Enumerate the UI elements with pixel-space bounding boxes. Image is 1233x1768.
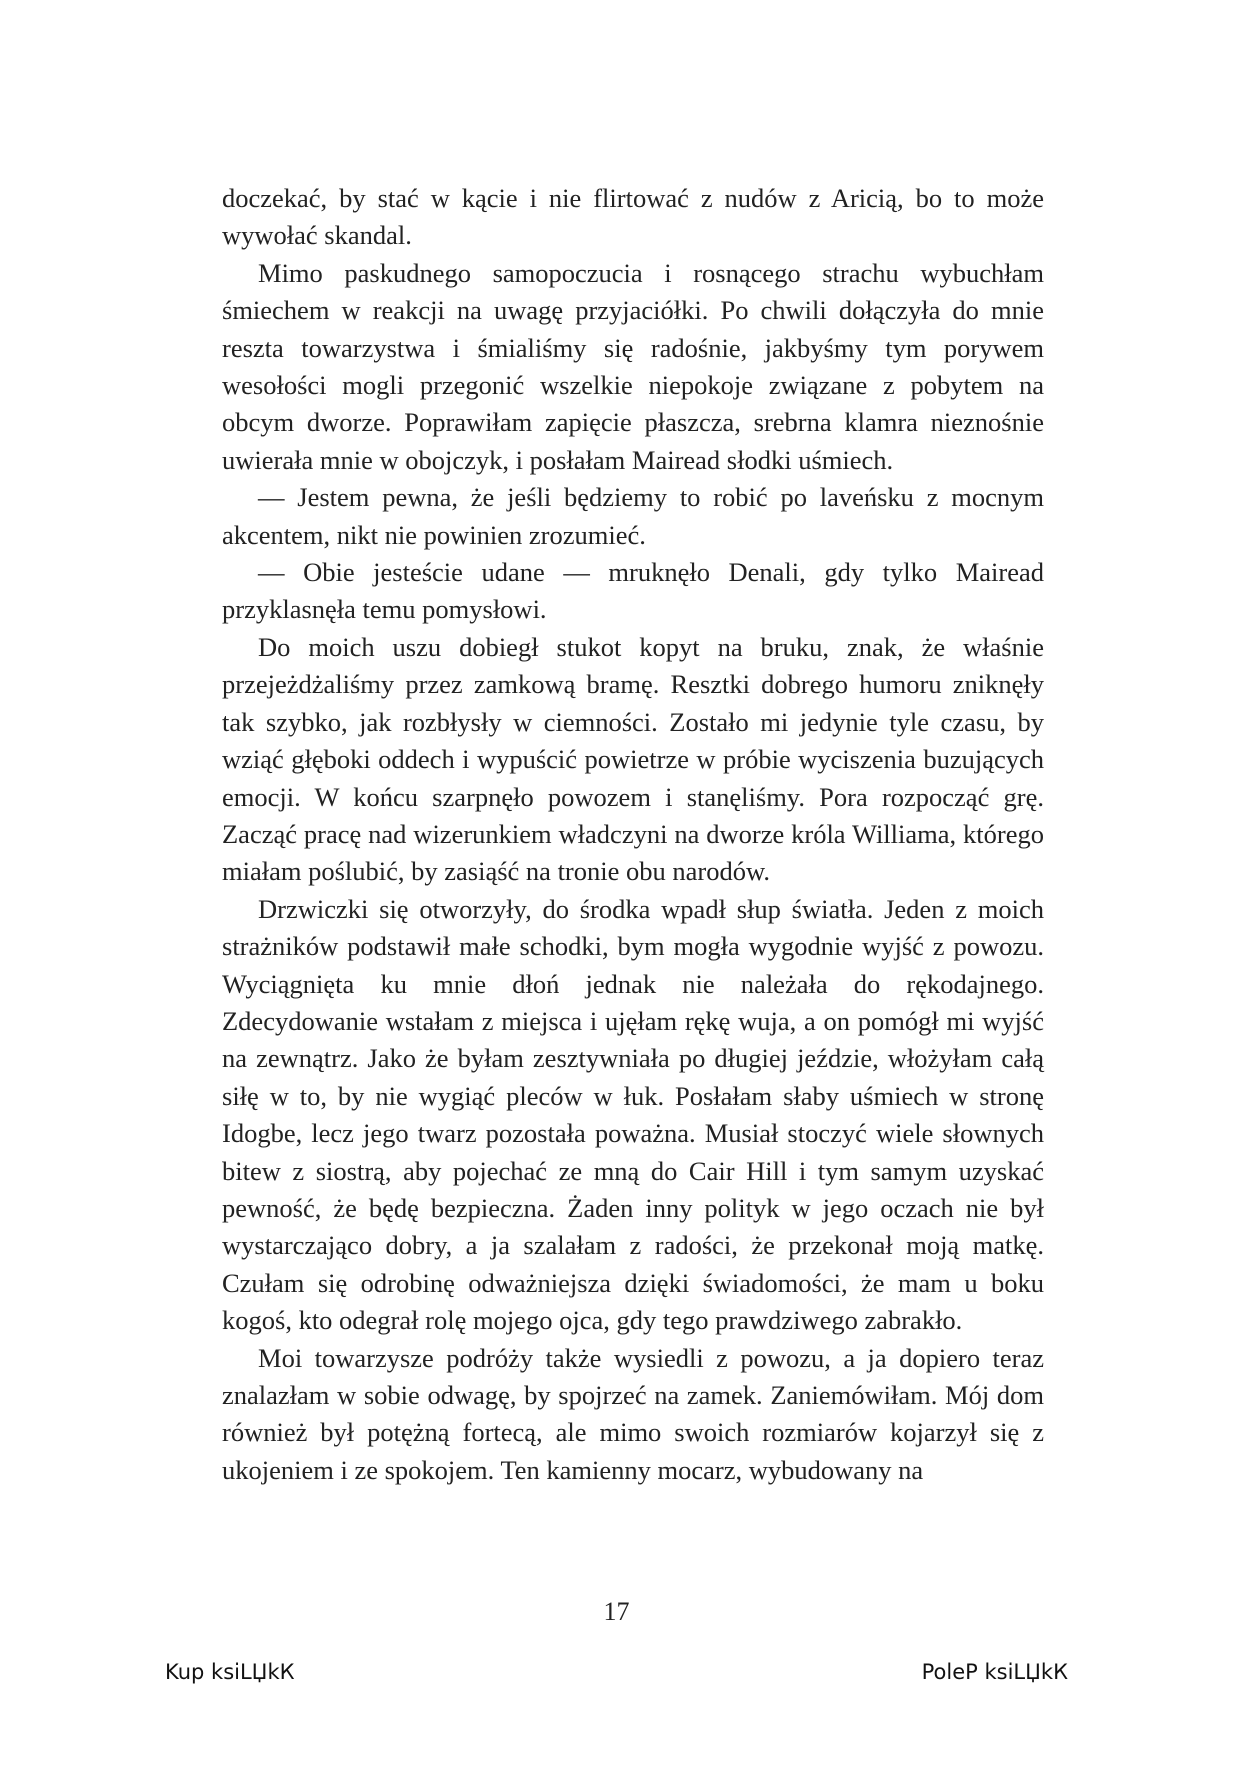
paragraph: doczekać, by stać w kącie i nie flirtować z nudów z Aricią, bo to może wywołać skandal.	[222, 183, 1044, 251]
body-text	[222, 180, 1044, 1489]
dialogue-paragraph: — Jestem pewna, że jeśli będziemy to robić po laveńsku z mocnym akcentem, nikt nie powinien zrozumieć.	[222, 482, 1044, 550]
buy-book-link[interactable]: Kup ksiLЏkК	[165, 1660, 295, 1684]
paragraph: Drzwiczki się otworzyły, do środka wpadł słup światła. Jeden z moich strażników podstawił małe schodki, bym mogła wygodnie wyjść z powozu. Wyciągnięta ku mnie dłoń jednak nie należała do rękodajnego. Zdecydowanie wstałam z miejsca i ujęłam rękę wuja, a on pomógł mi wyjść na zewnątrz. Jako że byłam zesztywniała po długiej jeździe, włożyłam całą siłę w to, by nie wygiąć pleców w łuk. Posłałam słaby uśmiech w stronę Idogbe, lecz jego twarz pozostała poważna. Musiał stoczyć wiele słownych bitew z siostrą, aby pojechać ze mną do Cair Hill i tym samym uzyskać pewność, że będę bezpieczna. Żaden inny polityk w jego oczach nie był wystarczająco dobry, a ja szalałam z radości, że przekonał moją matkę. Czułam się odrobinę odważniejsza dzięki świadomości, że mam u boku kogoś, kto odegrał rolę mojego ojca, gdy tego prawdziwego zabrakło.	[222, 893, 1044, 1336]
paragraph: Moi towarzysze podróży także wysiedli z powozu, a ja dopiero teraz znalazłam w sobie odwagę, by spojrzeć na zamek. Zaniemówiłam. Mój dom również był potężną fortecą, ale mimo swoich rozmiarów kojarzył się z ukojeniem i ze spokojem. Ten kamienny mocarz, wybudowany na	[222, 1342, 1044, 1485]
dialogue-paragraph: — Obie jesteście udane — mruknęło Denali, gdy tylko Mairead przyklasnęła temu pomysłowi.	[222, 557, 1044, 625]
page-number: 17	[603, 1597, 630, 1626]
recommend-book-link[interactable]: PoleР ksiLЏkК	[921, 1660, 1068, 1684]
paragraph: Mimo paskudnego samopoczucia i rosnącego strachu wybuchłam śmiechem w reakcji na uwagę przyjaciółki. Po chwili dołączyła do mnie reszta towarzystwa i śmialiśmy się radośnie, jakbyśmy tym porywem wesołości mogli przegonić wszelkie niepokoje związane z pobytem na obcym dworze. Poprawiłam zapięcie płaszcza, srebrna klamra nieznośnie uwierała mnie w obojczyk, i posłałam Mairead słodki uśmiech.	[222, 257, 1044, 475]
paragraph: Do moich uszu dobiegł stukot kopyt na bruku, znak, że właśnie przejeżdżaliśmy przez zamkową bramę. Resztki dobrego humoru zniknęły tak szybko, jak rozbłysły w ciemności. Zostało mi jedynie tyle czasu, by wziąć głęboki oddech i wypuścić powietrze w próbie wyciszenia buzujących emocji. W końcu szarpnęło powozem i stanęliśmy. Pora rozpocząć grę. Zacząć pracę nad wizerunkiem władczyni na dworze króla Williama, którego miałam poślubić, by zasiąść na tronie obu narodów.	[222, 631, 1044, 887]
